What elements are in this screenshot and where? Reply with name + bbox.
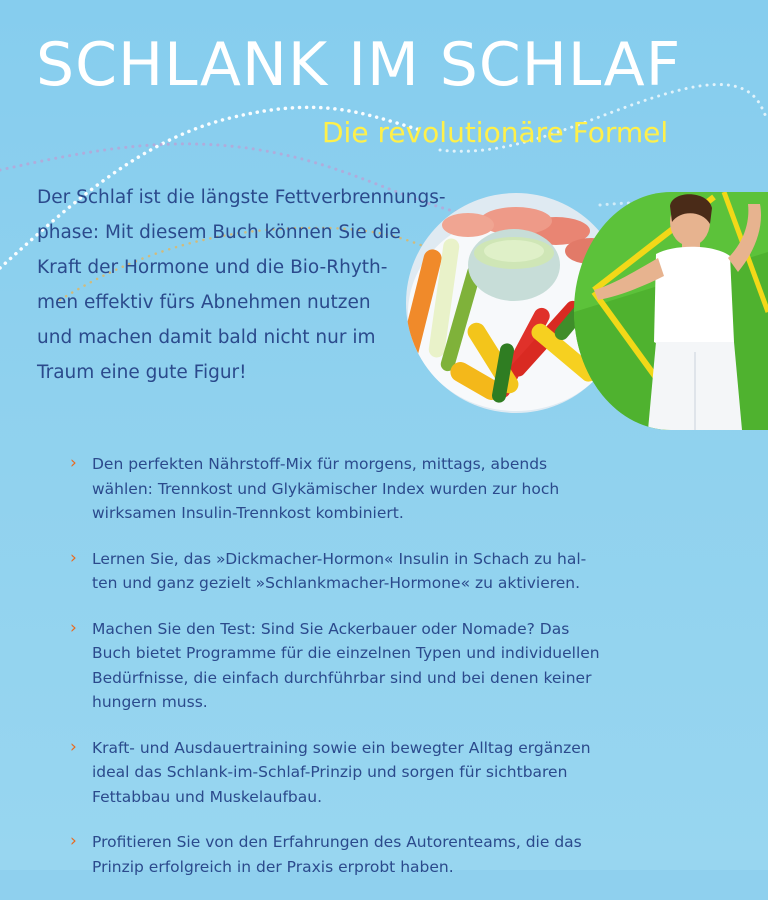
- book-subtitle: Die revolutionäre Formel: [322, 116, 669, 149]
- fitness-woman-photo: [574, 192, 768, 430]
- feature-list: [66, 452, 726, 900]
- feature-list-text: Kraft- und Ausdauertraining sowie ein bewegter Alltag ergänzen: [92, 738, 591, 757]
- feature-list-text: ten und ganz gezielt »Schlankmacher-Hormone« zu aktivieren.: [92, 574, 581, 592]
- feature-list-item: [66, 736, 726, 810]
- intro-line: Traum eine gute Figur!: [37, 362, 247, 383]
- feature-list-item: [66, 830, 726, 879]
- feature-list-item: [66, 547, 726, 596]
- intro-line: Der Schlaf ist die längste Fettverbrennungs-: [37, 187, 446, 208]
- feature-list-text: Profitieren Sie von den Erfahrungen des Autorenteams, die das: [92, 833, 582, 851]
- feature-list-item: [66, 617, 726, 715]
- chevron-right-icon: ›: [70, 453, 77, 473]
- feature-list-text: Fettabbau und Muskelaufbau.: [92, 787, 323, 806]
- book-title: SCHLANK IM SCHLAF: [36, 30, 682, 100]
- feature-list-text: Bedürfnisse, die einfach durchführbar sind und bei denen keiner: [92, 668, 592, 687]
- feature-list-item: [66, 452, 726, 526]
- chevron-right-icon: ›: [70, 617, 77, 638]
- feature-list-text: wählen: Trennkost und Glykämischer Index wurden zur hoch: [92, 479, 560, 498]
- intro-line: phase: Mit diesem Buch können Sie die: [37, 222, 401, 243]
- intro-line: Kraft der Hormone und die Bio-Rhyth-: [37, 257, 388, 278]
- feature-list-text: ideal das Schlank-im-Schlaf-Prinzip und sorgen für sichtbaren: [92, 763, 568, 781]
- intro-line: und machen damit bald nicht nur im: [37, 327, 376, 348]
- feature-list-text: hungern muss.: [92, 693, 208, 711]
- feature-list-text: Prinzip erfolgreich in der Praxis erprobt haben.: [92, 857, 454, 876]
- chevron-right-icon: ›: [70, 831, 77, 851]
- feature-list-text: wirksamen Insulin-Trennkost kombiniert.: [92, 504, 404, 522]
- feature-list-text: Den perfekten Nährstoff-Mix für morgens, mittags, abends: [92, 455, 548, 473]
- feature-list-text: Machen Sie den Test: Sind Sie Ackerbauer oder Nomade? Das: [92, 619, 570, 638]
- feature-list-text: Lernen Sie, das »Dickmacher-Hormon« Insulin in Schach zu hal-: [92, 549, 587, 568]
- feature-list-text: Buch bietet Programme für die einzelnen Typen und individuellen: [92, 644, 600, 662]
- chevron-right-icon: ›: [70, 547, 77, 568]
- chevron-right-icon: ›: [70, 736, 77, 757]
- intro-line: men effektiv fürs Abnehmen nutzen: [37, 292, 371, 313]
